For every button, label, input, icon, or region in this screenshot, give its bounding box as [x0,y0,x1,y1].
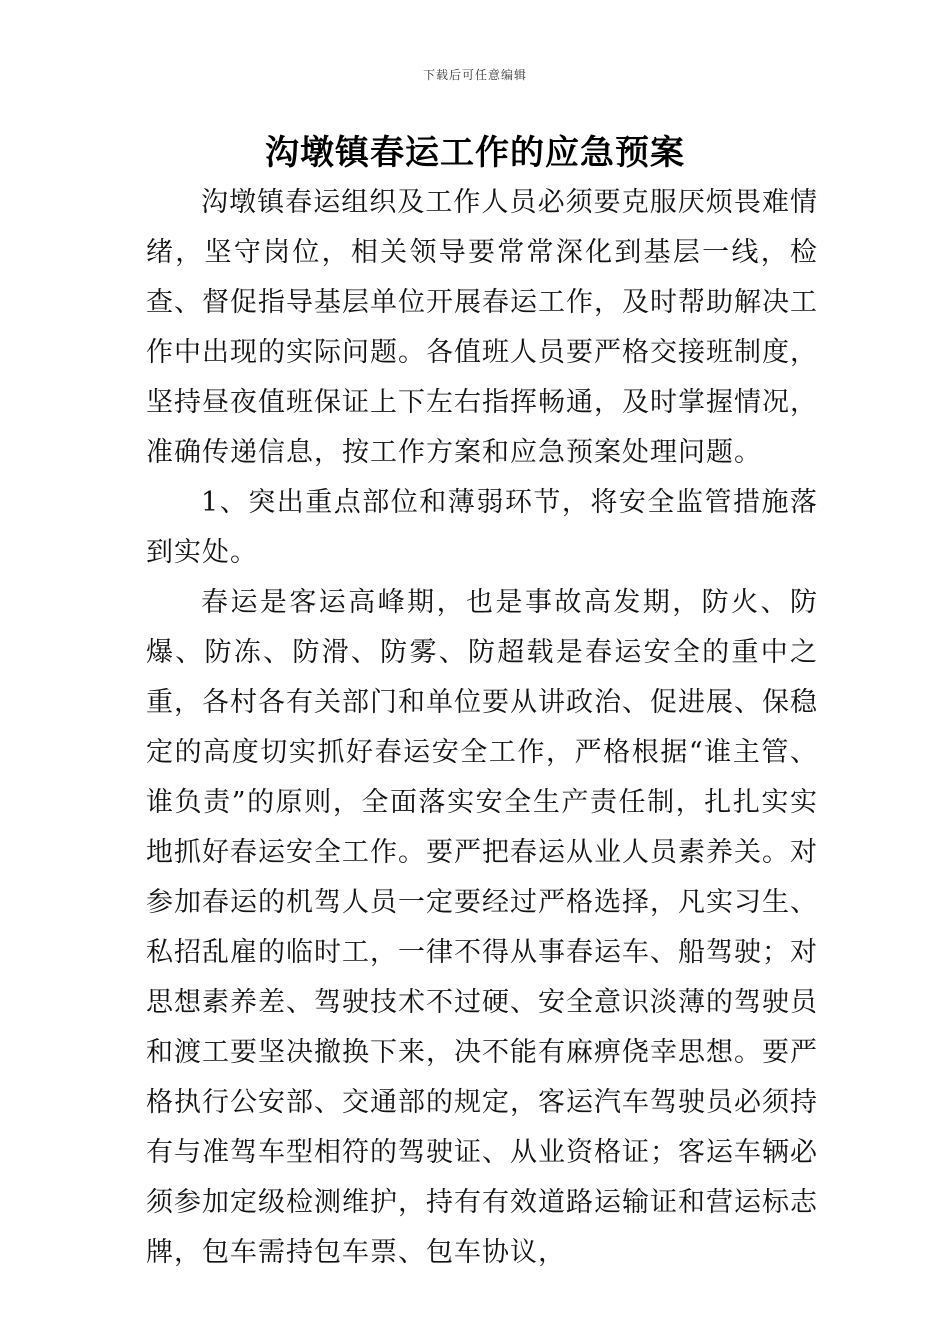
paragraph-section-1-body: 春运是客运高峰期，也是事故高发期，防火、防爆、防冻、防滑、防雾、防超载是春运安全的重中之重，各村各有关部门和单位要从讲政治、促进展、保稳定的高度切实抓好春运安全工作，严格根据“谁主管、谁负责”的原则，全面落实安全生产责任制，扎扎实实地抓好春运安全工作。要严把春运从业人员素养关。对参加春运的机驾人员一定要经过严格选择，凡实习生、私招乱雇的临时工，一律不得从事春运车、船驾驶；对思想素养差、驾驶技术不过硬、安全意识淡薄的驾驶员和渡工要坚决撤换下来，决不能有麻痹侥幸思想。要严格执行公安部、交通部的规定，客运汽车驾驶员必须持有与准驾车型相符的驾驶证、从业资格证；客运车辆必须参加定级检测维护，持有有效道路运输证和营运标志牌，包车需持包车票、包车协议， [146,587,818,1268]
document-body [146,178,818,1278]
document-title: 沟墩镇春运工作的应急预案 [265,133,685,173]
paragraph-intro: 沟墩镇春运组织及工作人员必须要克服厌烦畏难情绪，坚守岗位，相关领导要常常深化到基层一线，检查、督促指导基层单位开展春运工作，及时帮助解决工作中出现的实际问题。各值班人员要严格交接班制度，坚持昼夜值班保证上下左右指挥畅通，及时掌握情况，准确传递信息，按工作方案和应急预案处理问题。 [146,187,818,468]
paragraph-section-1-heading: 1、突出重点部位和薄弱环节，将安全监管措施落到实处。 [146,487,818,568]
header-note: 下载后可任意编辑 [422,68,527,82]
